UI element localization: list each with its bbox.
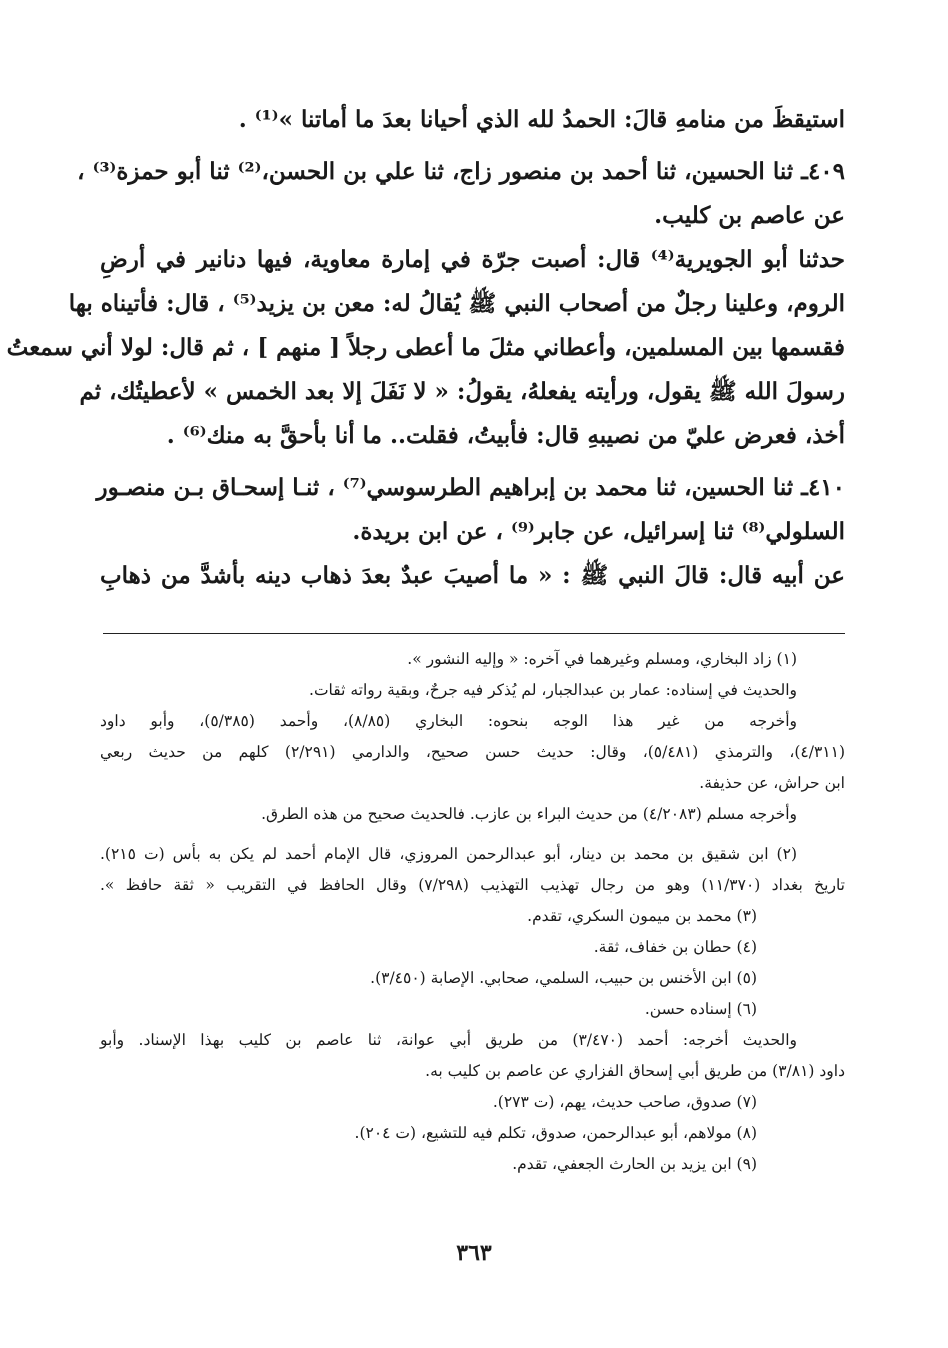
footnote-line: (٢) ابن شقيق بن محمد بن دينار، أبو عبدالرحمن المروزي، قال الإمام أحمد لم يكن به بأس (ت ٢١٥). [100,845,797,863]
text-line: أخذ، فعرض عليّ من نصيبهِ قال: فأبيتُ، فقلت.. ما أنا بأحقَّ به منك⁽⁶⁾ . [166,422,845,449]
footnote-separator [103,633,845,634]
text-line: السلولي⁽⁸⁾ ثنا إسرائيل، عن جابر⁽⁹⁾ ، عن ابن بريدة. [352,518,845,545]
footnote-line: والحديث أخرجه: أحمد (٣/٤٧٠) من طريق أبي عوانة، ثنا عاصم بن كليب بهذا الإسناد. وأبو [100,1031,797,1049]
footnote-line: (٦) إسناده حسن. [644,1000,757,1018]
footnote-line: (٣) محمد بن ميمون السكري، تقدم. [527,907,757,925]
footnote-line: (٤/٣١١)، والترمذي (٥/٤٨١)، وقال: حديث حسن صحيح، والدارمي (٢/٢٩١) كلهم من حديث ربعي [100,743,845,761]
text-line: استيقظَ من منامهِ قالَ: الحمدُ لله الذي أحيانا بعدَ ما أماتنا »⁽¹⁾ . [238,106,845,133]
footnote-line: وأخرجه مسلم (٤/٢٠٨٣) من حديث البراء بن عازب. فالحديث صحيح من هذه الطرق. [261,805,797,823]
footnote-line: ابن حراش، عن حذيفة. [699,774,845,792]
footnote-line: (٧) صدوق، صاحب حديث، يهم، (ت ٢٧٣). [492,1093,757,1111]
text-line: رسولَ الله ﷺ يقول، ورأيته يفعلهُ، يقولُ: « لا نَفَلَ إلا بعد الخمس » لأعطيتُك، ثم [79,378,845,405]
footnote-line: (١) زاد البخاري، ومسلم وغيرهما في آخره: « وإليه النشور ». [407,650,797,668]
text-line: عن أبيه قال: قالَ النبي ﷺ : « ما أصيبَ عبدٌ بعدَ ذهاب دينه بأشدَّ من ذهابِ [100,562,845,589]
text-line: عن عاصم بن كليب. [654,202,845,229]
text-line: حدثنا أبو الجويرية⁽⁴⁾ قال: أصبت جرّة في إمارة معاوية، فيها دنانير في أرضِ [100,246,845,273]
footnote-line: وأخرجه من غير هذا الوجه بنحوه: البخاري (٨/٨٥)، وأحمد (٥/٣٨٥)، وأبو داود [100,712,798,730]
hadith-409-line: ٤٠٩ـ ثنا الحسين، ثنا أحمد بن منصور زاج، ثنا علي بن الحسن،⁽²⁾ ثنا أبو حمزة⁽³⁾ ، [77,158,845,185]
footnote-line: (٩) ابن يزيد بن الحارث الجعفي، تقدم. [512,1155,757,1173]
footnote-line: (٨) مولاهم، أبو عبدالرحمن، صدوق، تكلم فيه للتشيع، (ت ٢٠٤). [354,1124,757,1142]
hadith-410-line: ٤١٠ـ ثنا الحسين، ثنا محمد بن إبراهيم الطرسوسي⁽⁷⁾ ، ثنـا إسحـاق بـن منصـور [96,474,845,501]
footnote-line: والحديث في إسناده: عمار بن عبدالجبار، لم يُذكر فيه جرحٌ، وبقية رواته ثقات. [309,681,797,699]
text-line: الروم، وعلينا رجلٌ من أصحاب النبي ﷺ يُقالُ له: معن بن يزيد⁽⁵⁾ ، قال: فأتيناه بها [68,290,845,317]
footnote-line: داود (٣/٨١) من طريق أبي إسحاق الفزاري عن عاصم بن كليب به. [425,1062,845,1080]
footnote-line: تاريخ بغداد (١١/٣٧٠) وهو من رجال تهذيب التهذيب (٧/٢٩٨) وقال الحافظ في التقريب « ثقة حافظ ». [100,876,845,894]
footnote-line: (٤) حطان بن خفاف، ثقة. [593,938,757,956]
footnote-line: (٥) ابن الأخنس بن حبيب، السلمي، صحابي. الإصابة (٣/٤٥٠). [370,969,757,987]
page-number: ٣٦٣ [456,1240,492,1266]
main-text [6,98,845,598]
footnotes [100,644,845,1180]
text-line: فقسمها بين المسلمين، وأعطاني مثلَ ما أعطى رجلاً [ منهم ] ، ثم قال: لولا أني سمعتُ [6,334,845,361]
